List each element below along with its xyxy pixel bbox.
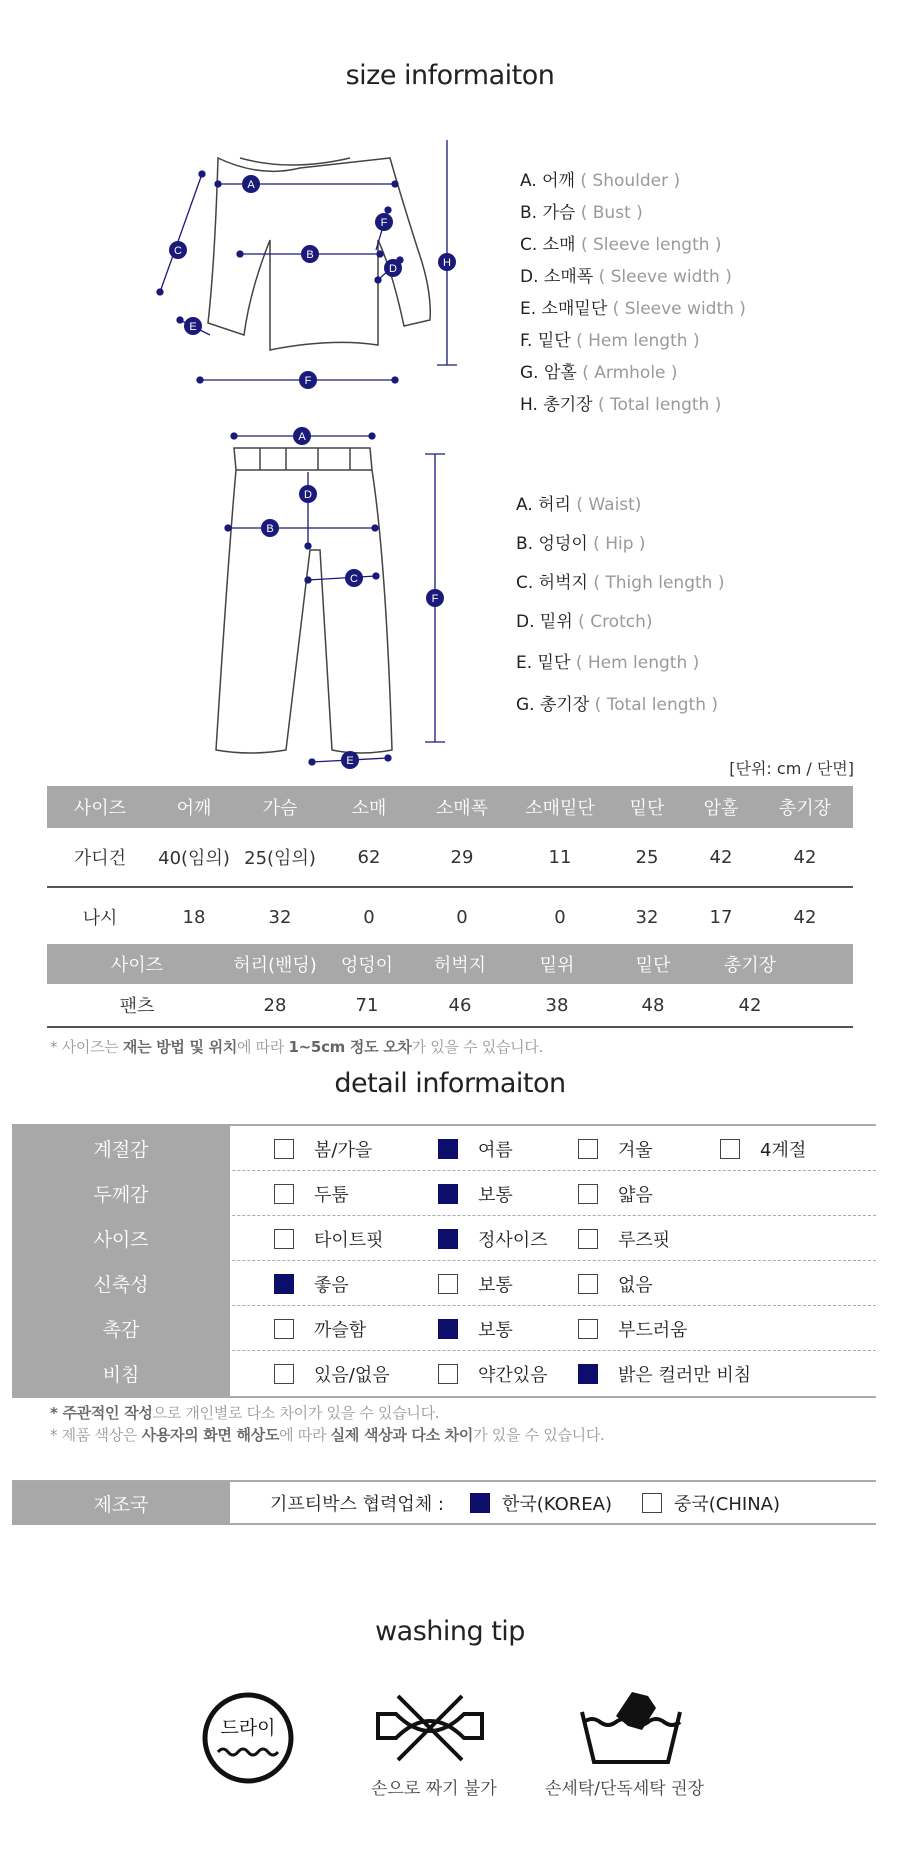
top-marker-h: H	[443, 257, 451, 269]
pants-marker-d: D	[304, 489, 312, 501]
checkbox[interactable]	[274, 1184, 294, 1204]
checkbox-checked[interactable]	[438, 1139, 458, 1159]
checkbox[interactable]	[578, 1319, 598, 1339]
hand-wash-icon	[576, 1686, 686, 1768]
pants-size-table	[47, 944, 853, 1028]
checkbox[interactable]	[438, 1274, 458, 1294]
detail-table	[12, 1124, 876, 1398]
top-size-table	[47, 786, 853, 946]
detail-note-2: * 제품 색상은 사용자의 화면 해상도에 따라 실제 색상과 다소 차이가 있을 수 있습니다.	[50, 1426, 605, 1444]
origin-row: 제조국 기프티박스 협력업체 : 한국(KOREA) 중국(CHINA)	[12, 1480, 876, 1525]
detail-row-size: 사이즈 타이트핏 정사이즈 루즈핏	[12, 1216, 876, 1261]
top-marker-c: C	[174, 245, 182, 257]
checkbox[interactable]	[578, 1274, 598, 1294]
detail-section-title: detail informaiton	[334, 1068, 566, 1099]
dry-label: 드라이	[220, 1717, 276, 1739]
hand-wash-caption: 손세탁/단독세탁 권장	[545, 1779, 704, 1799]
pants-marker-f: F	[431, 593, 439, 605]
origin-prefix: 기프티박스 협력업체 :	[270, 1493, 444, 1515]
checkbox[interactable]	[438, 1364, 458, 1384]
detail-row-season: 계절감 봄/가을 여름 겨울 4계절	[12, 1126, 876, 1171]
checkbox[interactable]	[274, 1139, 294, 1159]
top-marker-e: E	[189, 321, 197, 333]
top-marker-f: F	[380, 217, 388, 229]
no-wring-caption: 손으로 짜기 불가	[371, 1779, 497, 1799]
detail-row-thickness: 두께감 두툼 보통 얇음	[12, 1171, 876, 1216]
table-header: 사이즈 어깨 가슴 소매 소매폭 소매밑단 밑단 암홀 총기장	[47, 786, 853, 828]
checkbox-checked[interactable]	[438, 1184, 458, 1204]
checkbox[interactable]	[720, 1139, 740, 1159]
detail-row-texture: 촉감 까슬함 보통 부드러움	[12, 1306, 876, 1351]
pants-marker-e: E	[346, 755, 354, 767]
pants-marker-c: C	[350, 573, 358, 585]
washing-section-title: washing tip	[375, 1616, 525, 1647]
checkbox-checked[interactable]	[438, 1229, 458, 1249]
checkbox-checked[interactable]	[438, 1319, 458, 1339]
checkbox[interactable]	[274, 1229, 294, 1249]
top-garment-diagram	[140, 140, 480, 390]
detail-note-1: * 주관적인 작성으로 개인별로 다소 차이가 있을 수 있습니다.	[50, 1404, 440, 1422]
checkbox[interactable]	[578, 1139, 598, 1159]
pants-marker-a: A	[298, 431, 306, 443]
size-section-title: size informaiton	[345, 60, 555, 91]
checkbox-checked[interactable]	[578, 1364, 598, 1384]
table-row: 팬츠 28 71 46 38 48 42	[119, 994, 762, 1017]
top-marker-d: D	[389, 263, 397, 275]
checkbox[interactable]	[578, 1229, 598, 1249]
checkbox[interactable]	[642, 1493, 662, 1513]
pants-diagram	[200, 420, 470, 770]
top-marker-a: A	[247, 179, 255, 191]
checkbox-checked[interactable]	[470, 1493, 490, 1513]
table-header: 사이즈 허리(밴딩) 엉덩이 허벅지 밑위 밑단 총기장	[47, 944, 853, 984]
table-row: 나시 18 32 0 0 0 32 17 42	[82, 906, 817, 929]
no-wring-icon	[372, 1692, 488, 1764]
pants-marker-b: B	[266, 523, 274, 535]
size-note: * 사이즈는 재는 방법 및 위치에 따라 1~5cm 정도 오차가 있을 수 있습니다.	[50, 1038, 544, 1056]
checkbox[interactable]	[274, 1364, 294, 1384]
checkbox[interactable]	[578, 1184, 598, 1204]
checkbox[interactable]	[274, 1319, 294, 1339]
checkbox-checked[interactable]	[274, 1274, 294, 1294]
detail-row-stretch: 신축성 좋음 보통 없음	[12, 1261, 876, 1306]
unit-label: [단위: cm / 단면]	[729, 759, 854, 778]
top-marker-hem: F	[304, 375, 312, 387]
detail-row-sheer: 비침 있음/없음 약간있음 밝은 컬러만 비침	[12, 1351, 876, 1396]
dry-clean-icon	[200, 1690, 296, 1786]
table-row: 가디건 40(임의) 25(임의) 62 29 11 25 42 42	[73, 846, 817, 869]
top-marker-b: B	[306, 249, 314, 261]
